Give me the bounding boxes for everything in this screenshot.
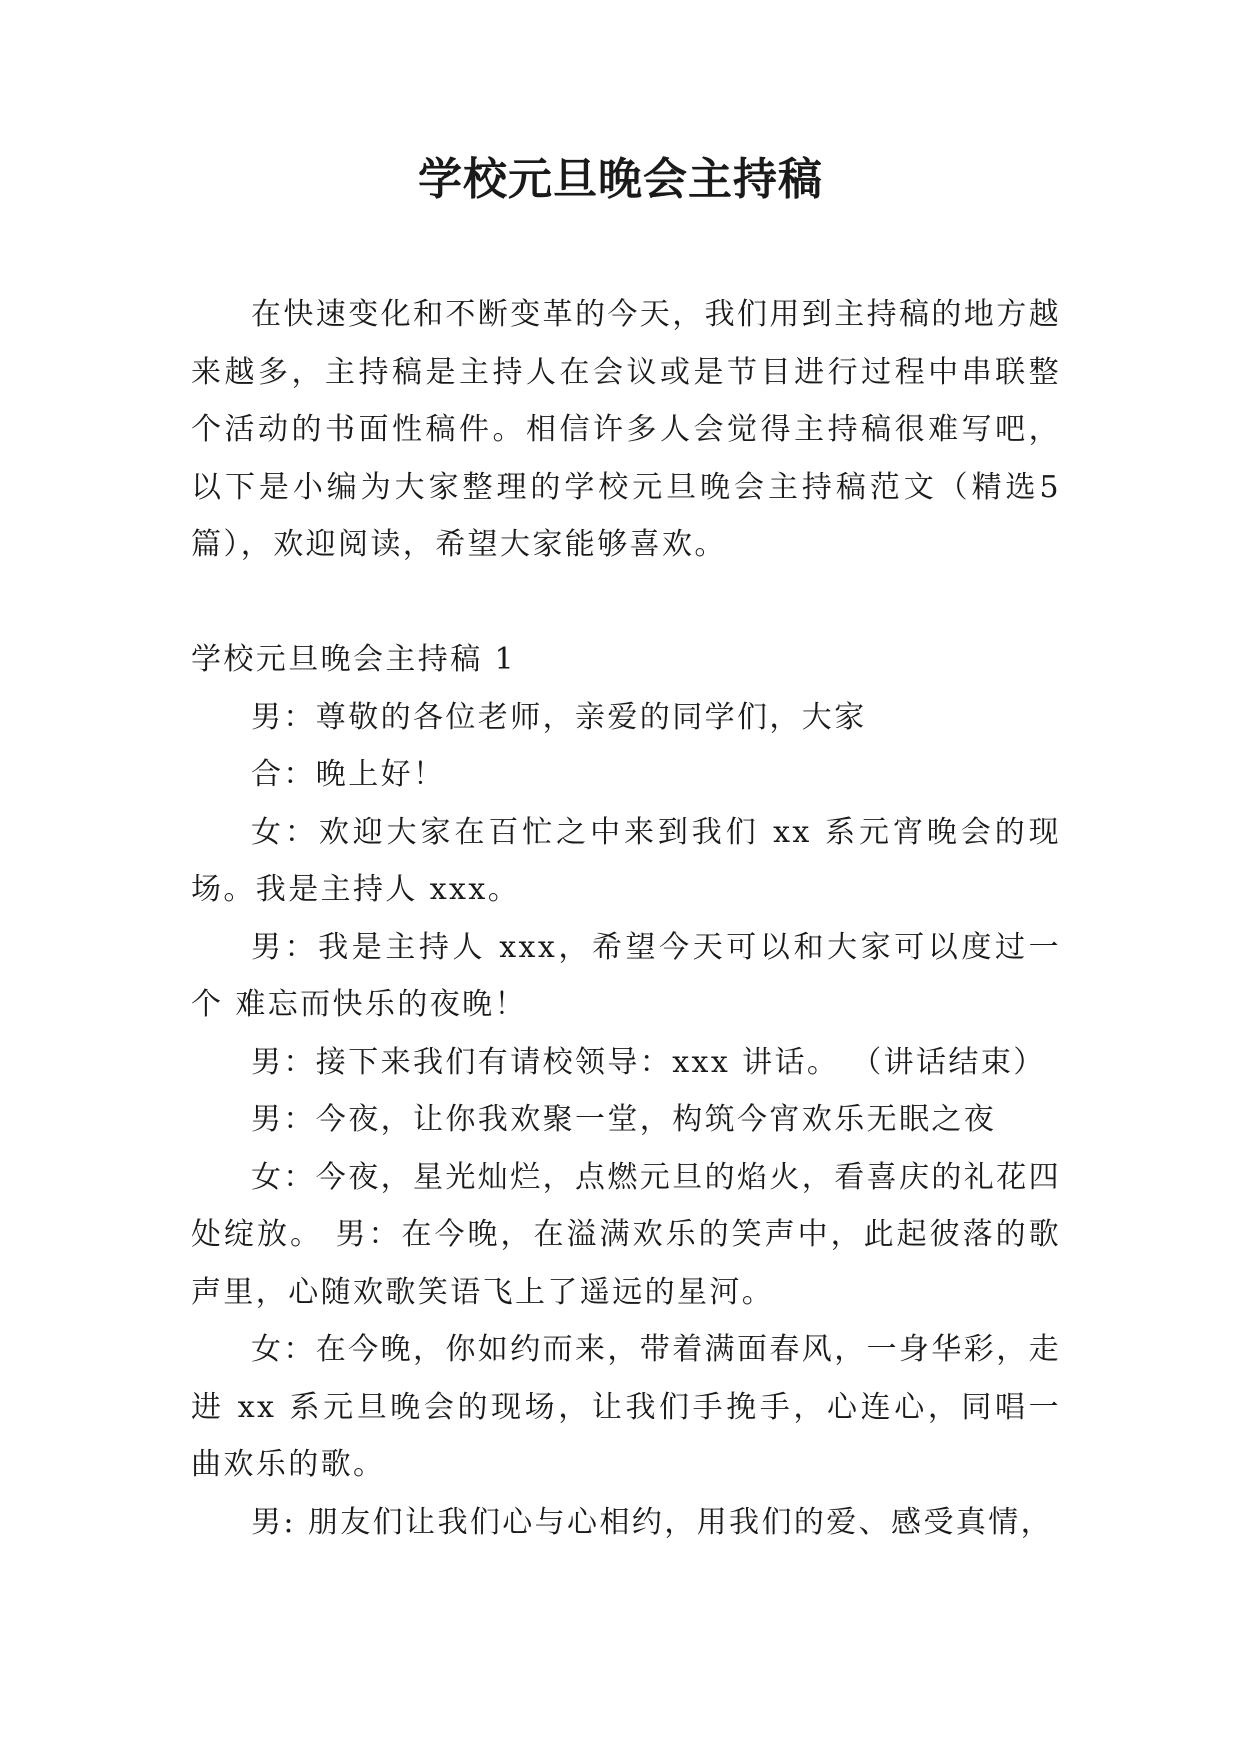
script-line: 男：尊敬的各位老师，亲爱的同学们，大家 bbox=[251, 699, 867, 735]
script-line: 男：接下来我们有请校领导：xxx 讲话。 （讲话结束） bbox=[251, 1044, 1046, 1080]
section-heading: 学校元旦晚会主持稿 1 bbox=[191, 642, 517, 677]
script-line: 男：今夜，让你我欢聚一堂，构筑今宵欢乐无眠之夜 bbox=[251, 1102, 997, 1137]
script-line: 男：我是主持人 xxx，希望今天可以和大家可以度过一个 难忘而快乐的夜晚！ bbox=[191, 929, 1061, 1022]
document-title: 学校元旦晚会主持稿 bbox=[418, 154, 823, 205]
script-line: 女：在今晚，你如约而来，带着满面春风，一身华彩，走进 xx 系元旦晚会的现场，让我们手挽手，心连心，同唱一曲欢乐的歌。 bbox=[191, 1332, 1061, 1482]
intro-paragraph: 在快速变化和不断变革的今天，我们用到主持稿的地方越来越多，主持稿是主持人在会议或是节目进行过程中串联整个活动的书面性稿件。相信许多人会觉得主持稿很难写吧，以下是小编为大家整理的学校元旦晚会主持稿范文（精选5篇），欢迎阅读，希望大家能够喜欢。 bbox=[191, 297, 1061, 562]
script-line: 合：晚上好！ bbox=[251, 757, 446, 792]
document-body bbox=[191, 286, 1061, 1551]
paragraph-spacer bbox=[191, 574, 1061, 632]
script-line: 女：欢迎大家在百忙之中来到我们 xx 系元宵晚会的现场。我是主持人 xxx。 bbox=[191, 814, 1061, 907]
script-line: 男: 朋友们让我们心与心相约，用我们的爱、感受真情， bbox=[251, 1504, 1054, 1540]
script-line: 女：今夜，星光灿烂，点燃元旦的焰火，看喜庆的礼花四处绽放。 男：在今晚，在溢满欢乐的笑声中，此起彼落的歌声里，心随欢歌笑语飞上了遥远的星河。 bbox=[191, 1159, 1061, 1310]
